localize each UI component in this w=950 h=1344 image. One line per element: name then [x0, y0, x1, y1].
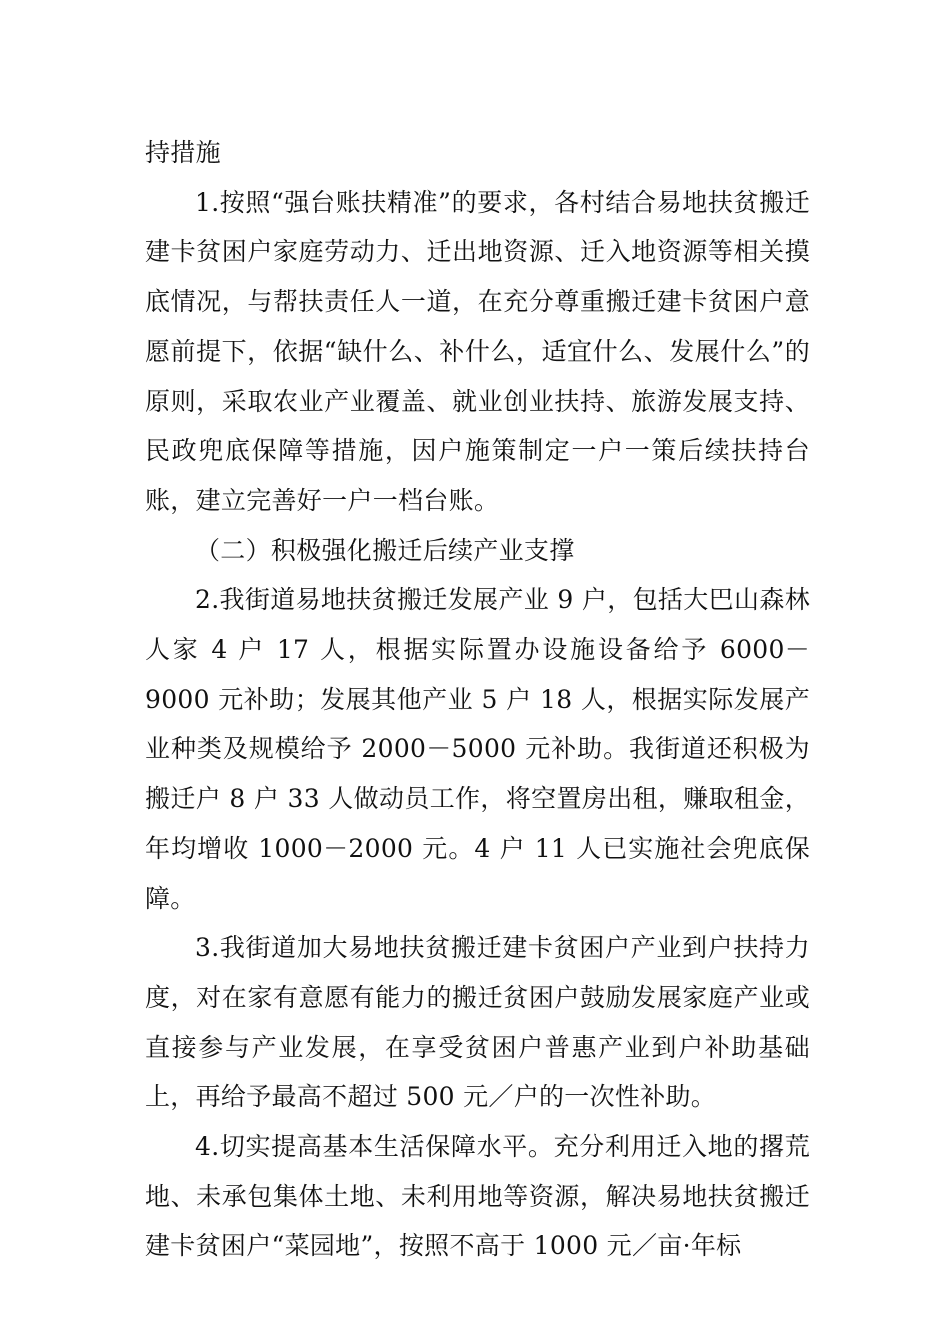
paragraph-item-4: 4.切实提高基本生活保障水平。充分利用迁入地的撂荒地、未承包集体土地、未利用地等资源，解决易地扶贫搬迁建卡贫困户“菜园地”，按照不高于 1000 元／亩·年标	[145, 1132, 810, 1261]
paragraph-item-1: 1.按照“强台账扶精准”的要求，各村结合易地扶贫搬迁建卡贫困户家庭劳动力、迁出地资源、迁入地资源等相关摸底情况，与帮扶责任人一道，在充分尊重搬迁建卡贫困户意愿前提下，依据“缺什么、补什么，适宜什么、发展什么”的原则，采取农业产业覆盖、就业创业扶持、旅游发展支持、民政兜底保障等措施，因户施策制定一户一策后续扶持台账，建立完善好一户一档台账。	[145, 187, 810, 515]
paragraph-heading-continuation: 持措施	[145, 138, 221, 167]
document-body	[145, 128, 810, 1271]
paragraph-item-2: 2.我街道易地扶贫搬迁发展产业 9 户，包括大巴山森林人家 4 户 17 人，根据实际置办设施设备给予 6000－9000 元补助；发展其他产业 5 户 18 人，根据实际发展产业种类及规模给予 2000－5000 元补助。我街道还积极为搬迁户 8 户 33 人做动员工作，将空置房出租，赚取租金，年均增收 1000－2000 元。4 户 11 人已实施社会兜底保障。	[145, 585, 810, 913]
paragraph-item-3: 3.我街道加大易地扶贫搬迁建卡贫困户产业到户扶持力度，对在家有意愿有能力的搬迁贫困户鼓励发展家庭产业或直接参与产业发展，在享受贫困户普惠产业到户补助基础上，再给予最高不超过 500 元／户的一次性补助。	[145, 933, 810, 1112]
section-heading-2: （二）积极强化搬迁后续产业支撑	[195, 535, 575, 565]
